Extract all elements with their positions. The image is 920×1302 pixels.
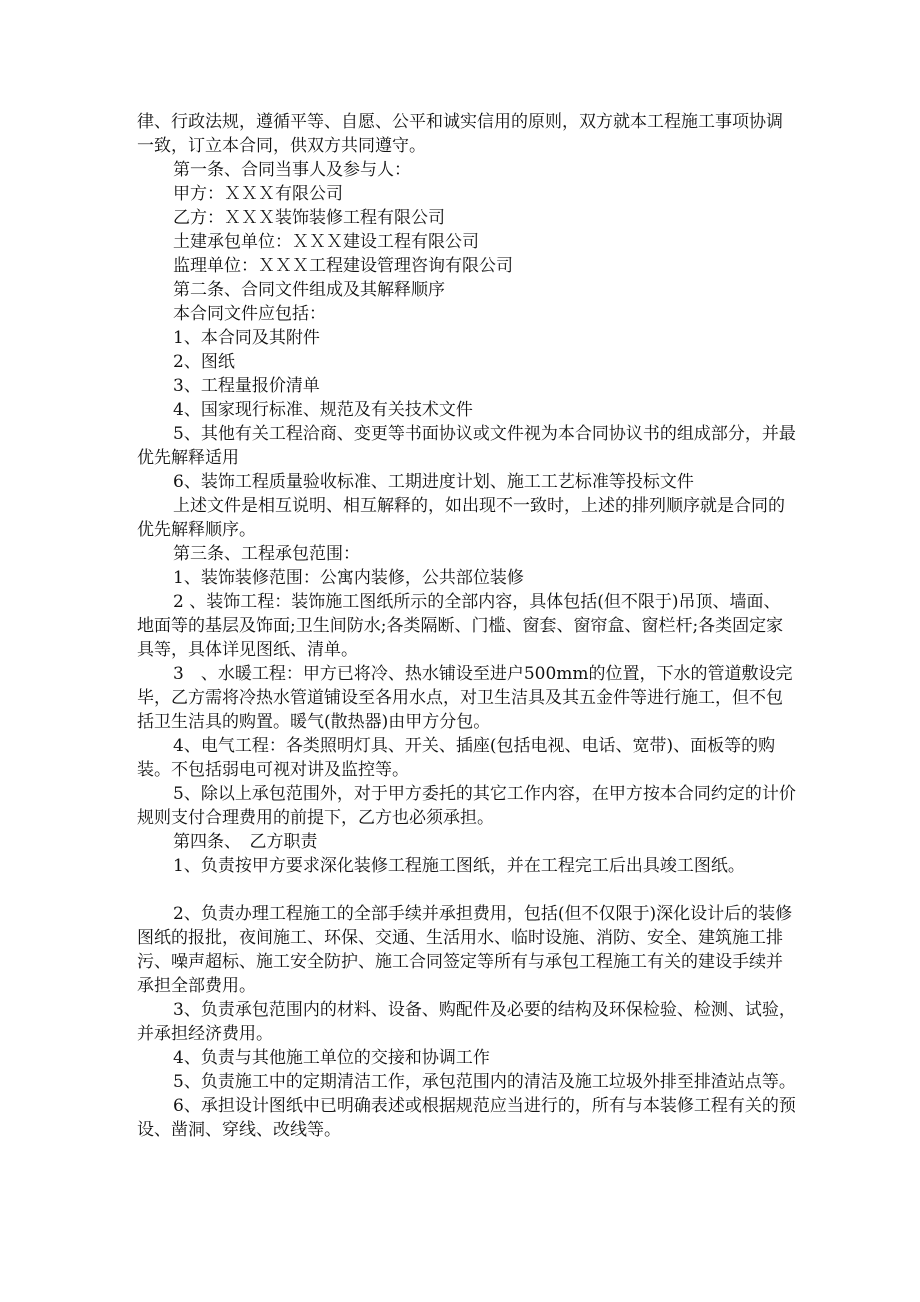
contract-doc-item: 2、图纸 xyxy=(173,352,235,372)
duty-item: 2、负责办理工程施工的全部手续并承担费用，包括(但不仅限于)深化设计后的装修图纸的报批，夜间施工、环保、交通、生活用水、临时设施、消防、安全、建筑施工排污、噪声超标、施工安全防护、施工合同签定等所有与承包工程施工有关的建设手续并承担全部费用。 xyxy=(137,904,793,996)
duty-item: 4、负责与其他施工单位的交接和协调工作 xyxy=(173,1048,490,1068)
contract-doc-item: 3、工程量报价清单 xyxy=(173,376,320,396)
heading-article-4: 第四条、 乙方职责 xyxy=(173,832,318,852)
contract-docs-intro: 本合同文件应包括： xyxy=(173,304,326,324)
party-b: 乙方：ＸＸＸ装饰装修工程有限公司 xyxy=(173,208,445,228)
supervision-unit: 监理单位：ＸＸＸ工程建设管理咨询有限公司 xyxy=(173,256,513,276)
heading-article-2: 第二条、合同文件组成及其解释顺序 xyxy=(173,280,445,300)
party-a: 甲方：ＸＸＸ有限公司 xyxy=(173,184,343,204)
contract-body xyxy=(137,110,797,1142)
contract-doc-item: 5、其他有关工程洽商、变更等书面协议或文件视为本合同协议书的组成部分，并最优先解释适用 xyxy=(137,424,796,468)
scope-item: 5、除以上承包范围外，对于甲方委托的其它工作内容，在甲方按本合同约定的计价规则支付合理费用的前提下，乙方也必须承担。 xyxy=(137,784,796,828)
contract-doc-item: 6、装饰工程质量验收标准、工期进度计划、施工工艺标准等投标文件 xyxy=(173,472,694,492)
heading-article-3: 第三条、工程承包范围： xyxy=(173,544,360,564)
duty-item: 3、负责承包范围内的材料、设备、购配件及必要的结构及环保检验、检测、试验，并承担经济费用。 xyxy=(137,1000,796,1044)
duty-item: 1、负责按甲方要求深化装修工程施工图纸，并在工程完工后出具竣工图纸。 xyxy=(173,856,745,876)
scope-item: 1、装饰装修范围：公寓内装修，公共部位装修 xyxy=(173,568,524,588)
scope-item: 2 、装饰工程：装饰施工图纸所示的全部内容，具体包括(但不限于)吊顶、墙面、地面等的基层及饰面;卫生间防水;各类隔断、门槛、窗套、窗帘盒、窗栏杆;各类固定家具等，具体详见图纸、清单。 xyxy=(137,592,784,660)
duty-item: 5、负责施工中的定期清洁工作，承包范围内的清洁及施工垃圾外排至排渣站点等。 xyxy=(173,1072,796,1092)
scope-item: 4、电气工程：各类照明灯具、开关、插座(包括电视、电话、宽带)、面板等的购装。不包括弱电可视对讲及监控等。 xyxy=(137,736,776,780)
scope-item: 3 、水暖工程：甲方已将冷、热水铺设至进户500mm的位置，下水的管道敷设完毕，乙方需将冷热水管道铺设至各用水点，对卫生洁具及其五金件等进行施工，但不包括卫生洁具的购置。暖气(散热器)由甲方分包。 xyxy=(137,664,793,732)
civil-contractor: 土建承包单位：ＸＸＸ建设工程有限公司 xyxy=(173,232,479,252)
contract-doc-item: 4、国家现行标准、规范及有关技术文件 xyxy=(173,400,473,420)
duty-item: 6、承担设计图纸中已明确表述或根据规范应当进行的，所有与本装修工程有关的预设、凿洞、穿线、改线等。 xyxy=(137,1096,796,1140)
paragraph-principles: 律、行政法规，遵循平等、自愿、公平和诚实信用的原则，双方就本工程施工事项协调一致，订立本合同，供双方共同遵守。 xyxy=(137,112,783,156)
heading-article-1: 第一条、合同当事人及参与人： xyxy=(173,160,411,180)
interpretation-order: 上述文件是相互说明、相互解释的，如出现不一致时，上述的排列顺序就是合同的优先解释顺序。 xyxy=(137,496,785,540)
contract-doc-item: 1、本合同及其附件 xyxy=(173,328,320,348)
